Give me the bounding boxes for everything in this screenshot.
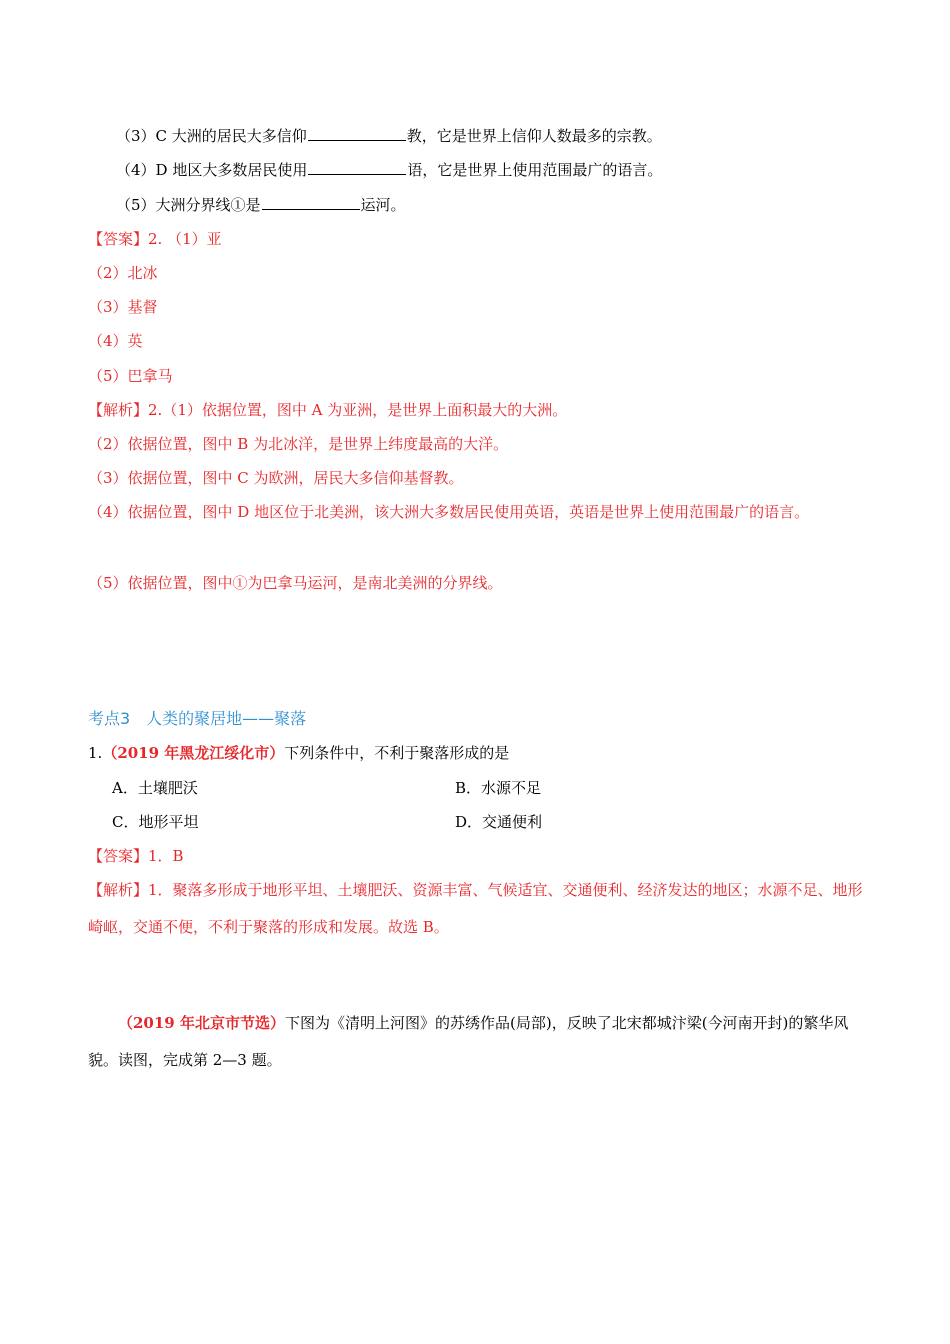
option-a: A．土壤肥沃 [112, 779, 198, 797]
option-b: B．水源不足 [455, 779, 542, 797]
question-part-4-suffix: 语，它是世界上使用范围最广的语言。 [407, 161, 663, 179]
analysis-text: （5）依据位置，图中①为巴拿马运河，是南北美洲的分界线。 [88, 574, 503, 592]
answer-item: （2）北冰 [88, 264, 158, 282]
question-group-text: 下图为《清明上河图》的苏绣作品(局部)，反映了北宋都城汴梁(今河南开封)的繁华风貌。读图，完成第 2—3 题。 [88, 1014, 849, 1069]
answer-blank [308, 160, 406, 175]
analysis-text: （3）依据位置，图中 C 为欧洲，居民大多信仰基督教。 [88, 469, 464, 487]
analysis-label: 【解析】2. [88, 401, 163, 419]
question-part-5-prefix: （5）大洲分界线①是 [116, 196, 261, 214]
answer-blank [308, 126, 406, 141]
answer-label: 【答案】2. [88, 230, 163, 248]
analysis-text: （4）依据位置，图中 D 地区位于北美洲，该大洲大多数居民使用英语，英语是世界上使用范围最广的语言。 [88, 503, 810, 521]
question-part-3 [116, 126, 662, 146]
question-part-5-suffix: 运河。 [360, 196, 406, 214]
question-part-5 [116, 195, 406, 215]
question-text: 下列条件中，不利于聚落形成的是 [284, 744, 510, 762]
analysis-text: （2）依据位置，图中 B 为北冰洋，是世界上纬度最高的大洋。 [88, 435, 509, 453]
analysis-line-1 [88, 400, 567, 420]
question-source: （2019 年北京市节选） [118, 1014, 285, 1032]
question-1-stem [88, 743, 509, 763]
question-part-4 [116, 160, 662, 180]
option-d: D．交通便利 [455, 813, 543, 831]
answer-blank [262, 195, 360, 210]
question-1-analysis: 【解析】1．聚落多形成于地形平坦、土壤肥沃、资源丰富、气候适宜、交通便利、经济发达的地区；水源不足、地形崎岖，交通不便，不利于聚落的形成和发展。故选 B。 [88, 881, 863, 936]
answer-item: （4）英 [88, 332, 143, 350]
question-part-3-suffix: 教，它是世界上信仰人数最多的宗教。 [406, 127, 662, 145]
answer-item: （1）亚 [167, 230, 222, 248]
question-source: （2019 年黑龙江绥化市） [102, 744, 285, 762]
answer-item: （3）基督 [88, 298, 158, 316]
analysis-text: （1）依据位置，图中 A 为亚洲，是世界上面积最大的大洲。 [162, 401, 568, 419]
question-part-3-prefix: （3）C 大洲的居民大多信仰 [116, 127, 307, 145]
option-c: C．地形平坦 [112, 813, 199, 831]
section-title: 考点3 人类的聚居地——聚落 [88, 709, 307, 728]
answer-line-1 [88, 229, 222, 249]
answer-item: （5）巴拿马 [88, 367, 173, 385]
question-part-4-prefix: （4）D 地区大多数居民使用 [116, 161, 308, 179]
question-number: 1. [88, 744, 103, 762]
question-group-intro [88, 1005, 864, 1079]
question-1-answer: 【答案】1．B [88, 847, 184, 865]
